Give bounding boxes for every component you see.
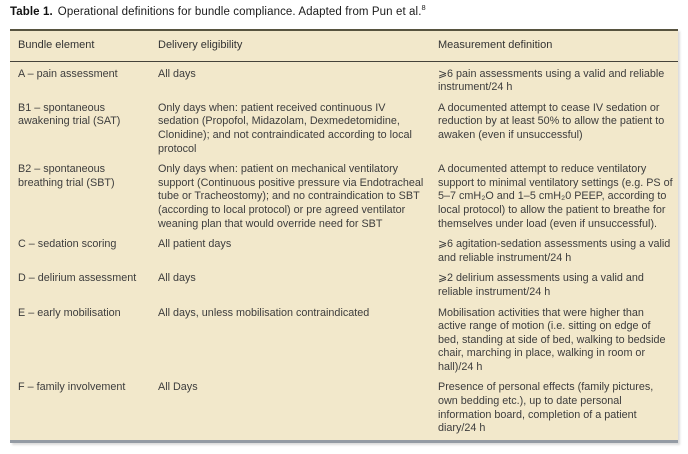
delivery-eligibility-cell: Only days when: patient on mechanical ventilatory support (Continuous positive pressure via Endotracheal tube or Tracheostomy); and no contraindication to SBT (according to local protocol) or pre agreed ventilator weaning plan that would override need for SBT <box>158 163 424 230</box>
column-header-measurement-definition: Measurement definition <box>438 30 678 61</box>
measurement-definition-cell: Presence of personal effects (family pictures, own bedding etc.), up to date personal information board, completion of a patient diary/24 h <box>438 381 654 435</box>
table-caption-label: Table 1. <box>10 6 53 18</box>
table-row <box>10 378 678 441</box>
table-row <box>10 160 678 235</box>
bundle-element-cell: B1 – spontaneous awakening trial (SAT) <box>18 101 121 128</box>
table-row <box>10 61 678 99</box>
delivery-eligibility-cell: All days, unless mobilisation contraindicated <box>158 306 370 319</box>
column-header-bundle-element: Bundle element <box>10 30 158 61</box>
table-caption-text: Operational definitions for bundle compliance. Adapted from Pun et al. <box>57 6 422 18</box>
bundle-element-cell: A – pain assessment <box>18 67 118 80</box>
table-row <box>10 99 678 160</box>
delivery-eligibility-cell: Only days when: patient received continuous IV sedation (Propofol, Midazolam, Dexmedetomidine, Clonidine); and not contraindicated according to local protocol <box>158 101 412 155</box>
column-header-delivery-eligibility: Delivery eligibility <box>158 30 438 61</box>
bundle-element-cell: B2 – spontaneous breathing trial (SBT) <box>18 163 115 189</box>
measurement-definition-cell: Mobilisation activities that were higher than active range of motion (i.e. sitting on edge of bed, standing at side of bed, walking to bedside chair, marching in place, walking in room or hall)/24 h <box>438 306 666 373</box>
bundle-element-cell: E – early mobilisation <box>18 306 121 319</box>
table-row <box>10 269 678 303</box>
delivery-eligibility-cell: All days <box>158 272 196 285</box>
table-caption-reference: 8 <box>421 3 426 13</box>
bundle-element-cell: C – sedation scoring <box>18 238 117 251</box>
delivery-eligibility-cell: All patient days <box>158 238 232 251</box>
table-header-row <box>10 30 678 61</box>
bundle-element-cell: F – family involvement <box>18 381 126 394</box>
table-row <box>10 304 678 379</box>
delivery-eligibility-cell: All days <box>158 67 196 80</box>
table-caption <box>10 3 426 18</box>
measurement-definition-cell: ⩾2 delirium assessments using a valid and reliable instrument/24 h <box>438 272 644 298</box>
bundle-element-cell: D – delirium assessment <box>18 272 137 285</box>
delivery-eligibility-cell: All Days <box>158 381 198 394</box>
bundle-compliance-table <box>10 29 678 443</box>
measurement-definition-cell: A documented attempt to reduce ventilatory support to minimal ventilatory settings (e.g. PS of 5–7 cmH₂O and 1–5 cmH₂0 PEEP, according to local protocol) to allow the patient to breathe for themselves under load (even if unsuccessful). <box>438 163 673 230</box>
table-row <box>10 235 678 269</box>
measurement-definition-cell: ⩾6 agitation-sedation assessments using a valid and reliable instrument/24 h <box>438 238 671 264</box>
measurement-definition-cell: A documented attempt to cease IV sedation or reduction by at least 50% to allow the patient to awaken (even if unsuccessful) <box>438 101 665 141</box>
measurement-definition-cell: ⩾6 pain assessments using a valid and reliable instrument/24 h <box>438 67 665 94</box>
